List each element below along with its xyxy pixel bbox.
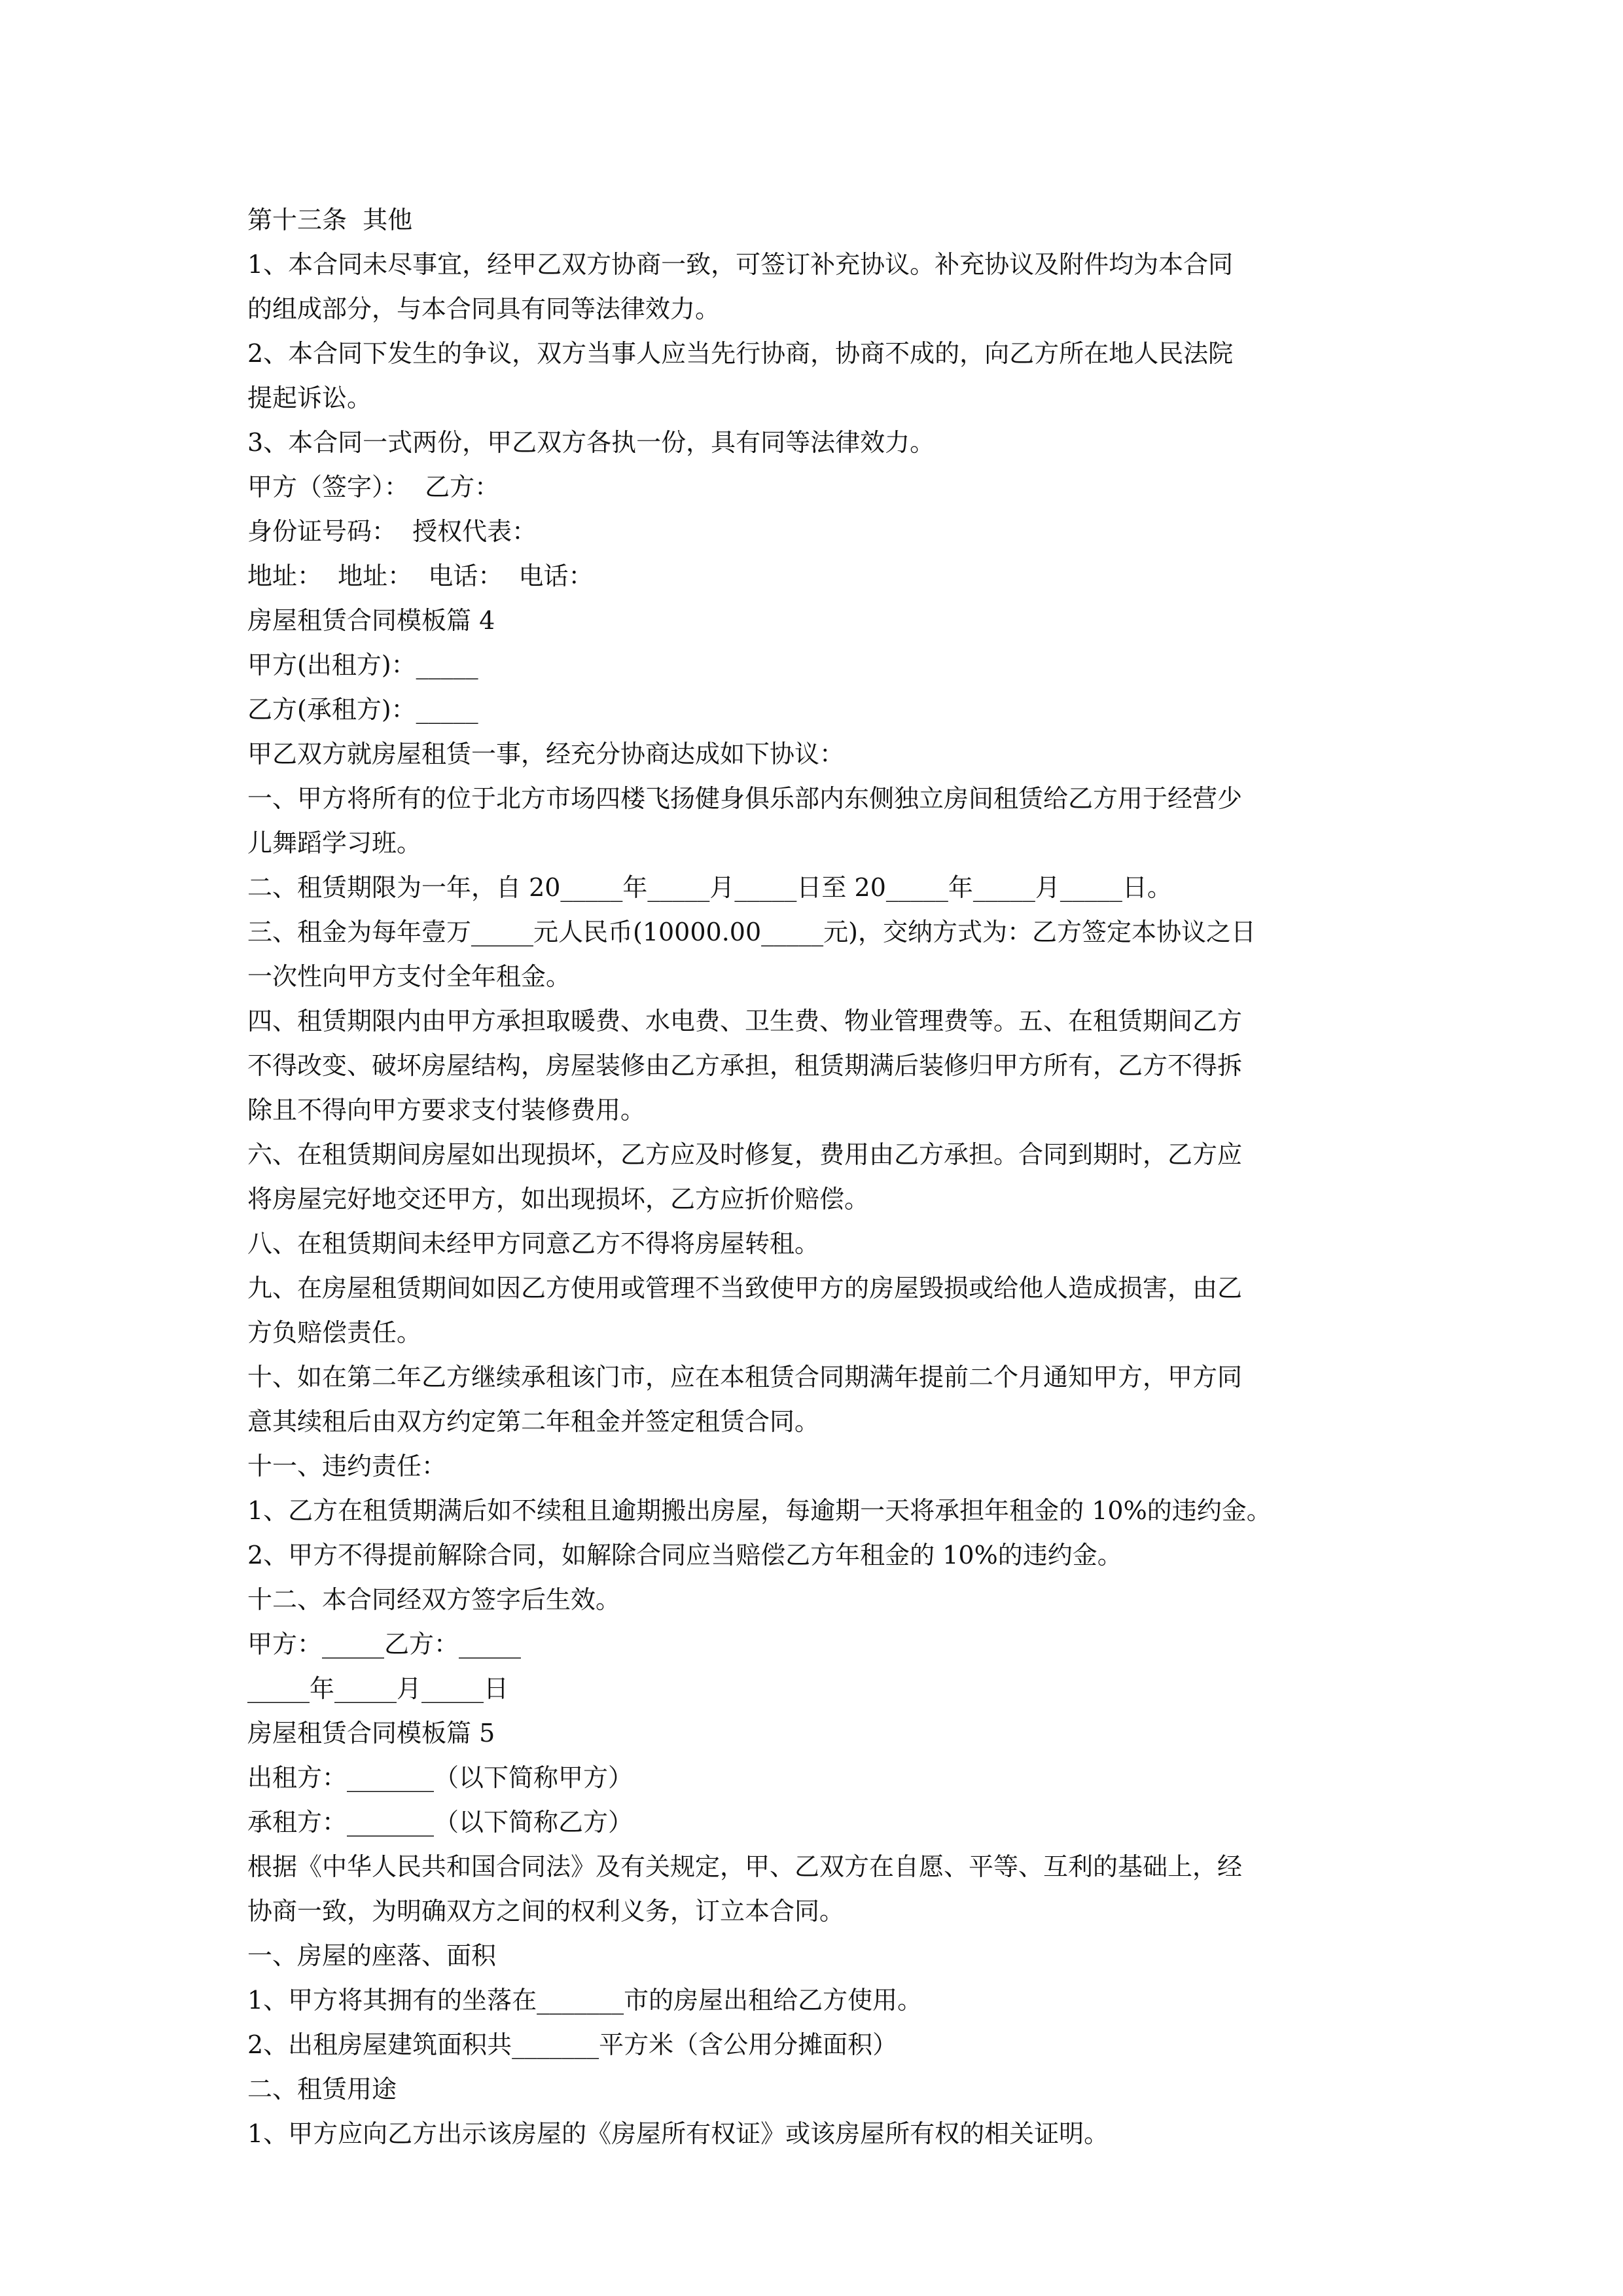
section-heading: 二、租赁用途 xyxy=(247,2075,397,2104)
text-line: 提起诉讼。 xyxy=(247,384,372,412)
text-line: 将房屋完好地交还甲方，如出现损坏，乙方应折价赔偿。 xyxy=(247,1185,870,1213)
lessor-line: 出租方：_______（以下简称甲方） xyxy=(247,1763,633,1792)
text-line: 六、在租赁期间房屋如出现损坏，乙方应及时修复，费用由乙方承担。合同到期时，乙方应 xyxy=(247,1140,1243,1169)
text-line: 儿舞蹈学习班。 xyxy=(247,829,422,857)
address-phone-line: 地址： 地址： 电话： 电话： xyxy=(247,562,594,590)
signature-line: 甲方：_____乙方：_____ xyxy=(247,1630,522,1659)
text-line: 九、在房屋租赁期间如因乙方使用或管理不当致使甲方的房屋毁损或给他人造成损害，由乙 xyxy=(247,1274,1243,1302)
text-line: 的组成部分，与本合同具有同等法律效力。 xyxy=(247,295,721,323)
id-number-line: 身份证号码： 授权代表： xyxy=(247,517,537,546)
template-4-heading: 房屋租赁合同模板篇 4 xyxy=(247,606,495,635)
text-line: 一次性向甲方支付全年租金。 xyxy=(247,962,571,991)
template-5-heading: 房屋租赁合同模板篇 5 xyxy=(247,1719,495,1748)
text-line: 1、甲方将其拥有的坐落在_______市的房屋出租给乙方使用。 xyxy=(247,1986,923,2015)
text-line: 甲乙双方就房屋租赁一事，经充分协商达成如下协议： xyxy=(247,740,845,768)
text-line: 十、如在第二年乙方继续承租该门市，应在本租赁合同期满年提前二个月通知甲方，甲方同 xyxy=(247,1363,1243,1391)
text-line: 2、甲方不得提前解除合同，如解除合同应当赔偿乙方年租金的 10%的违约金。 xyxy=(247,1541,1122,1570)
date-line: _____年_____月_____日 xyxy=(247,1674,509,1703)
article-13-heading: 第十三条 其他 xyxy=(247,206,413,234)
text-line: 根据《中华人民共和国合同法》及有关规定，甲、乙双方在自愿、平等、互利的基础上，经 xyxy=(247,1852,1243,1881)
text-line: 意其续租后由双方约定第二年租金并签定租赁合同。 xyxy=(247,1407,820,1436)
text-line: 2、本合同下发生的争议，双方当事人应当先行协商，协商不成的，向乙方所在地人民法院 xyxy=(247,339,1234,368)
document-body xyxy=(247,198,1386,2156)
text-line: 2、出租房屋建筑面积共_______平方米（含公用分摊面积） xyxy=(247,2030,898,2059)
breach-heading: 十一、违约责任： xyxy=(247,1452,447,1480)
lessee-line: 承租方：_______（以下简称乙方） xyxy=(247,1808,633,1837)
text-line: 方负赔偿责任。 xyxy=(247,1318,422,1347)
text-line: 1、甲方应向乙方出示该房屋的《房屋所有权证》或该房屋所有权的相关证明。 xyxy=(247,2119,1109,2148)
text-line: 1、乙方在租赁期满后如不续租且逾期搬出房屋，每逾期一天将承担年租金的 10%的违约金。 xyxy=(247,1496,1272,1525)
signature-line: 甲方（签字）： 乙方： xyxy=(247,473,500,501)
text-line: 1、本合同未尽事宜，经甲乙双方协商一致，可签订补充协议。补充协议及附件均为本合同 xyxy=(247,250,1234,279)
text-line: 十二、本合同经双方签字后生效。 xyxy=(247,1585,621,1614)
section-heading: 一、房屋的座落、面积 xyxy=(247,1941,497,1970)
text-line: 除且不得向甲方要求支付装修费用。 xyxy=(247,1096,646,1124)
text-line: 不得改变、破坏房屋结构，房屋装修由乙方承担，租赁期满后装修归甲方所有，乙方不得拆 xyxy=(247,1051,1243,1080)
text-line: 四、租赁期限内由甲方承担取暖费、水电费、卫生费、物业管理费等。五、在租赁期间乙方 xyxy=(247,1007,1243,1035)
text-line: 八、在租赁期间未经甲方同意乙方不得将房屋转租。 xyxy=(247,1229,820,1258)
lessee-line: 乙方(承租方)：_____ xyxy=(247,695,478,724)
text-line: 协商一致，为明确双方之间的权利义务，订立本合同。 xyxy=(247,1897,845,1926)
text-line: 三、租金为每年壹万_____元人民币(10000.00_____元)，交纳方式为：乙方签定本协议之日 xyxy=(247,918,1256,946)
text-line: 3、本合同一式两份，甲乙双方各执一份，具有同等法律效力。 xyxy=(247,428,935,457)
text-line: 一、甲方将所有的位于北方市场四楼飞扬健身俱乐部内东侧独立房间租赁给乙方用于经营少 xyxy=(247,784,1243,813)
text-line: 二、租赁期限为一年，自 20_____年_____月_____日至 20_____年_____月_____日。 xyxy=(247,873,1172,902)
lessor-line: 甲方(出租方)：_____ xyxy=(247,651,478,679)
